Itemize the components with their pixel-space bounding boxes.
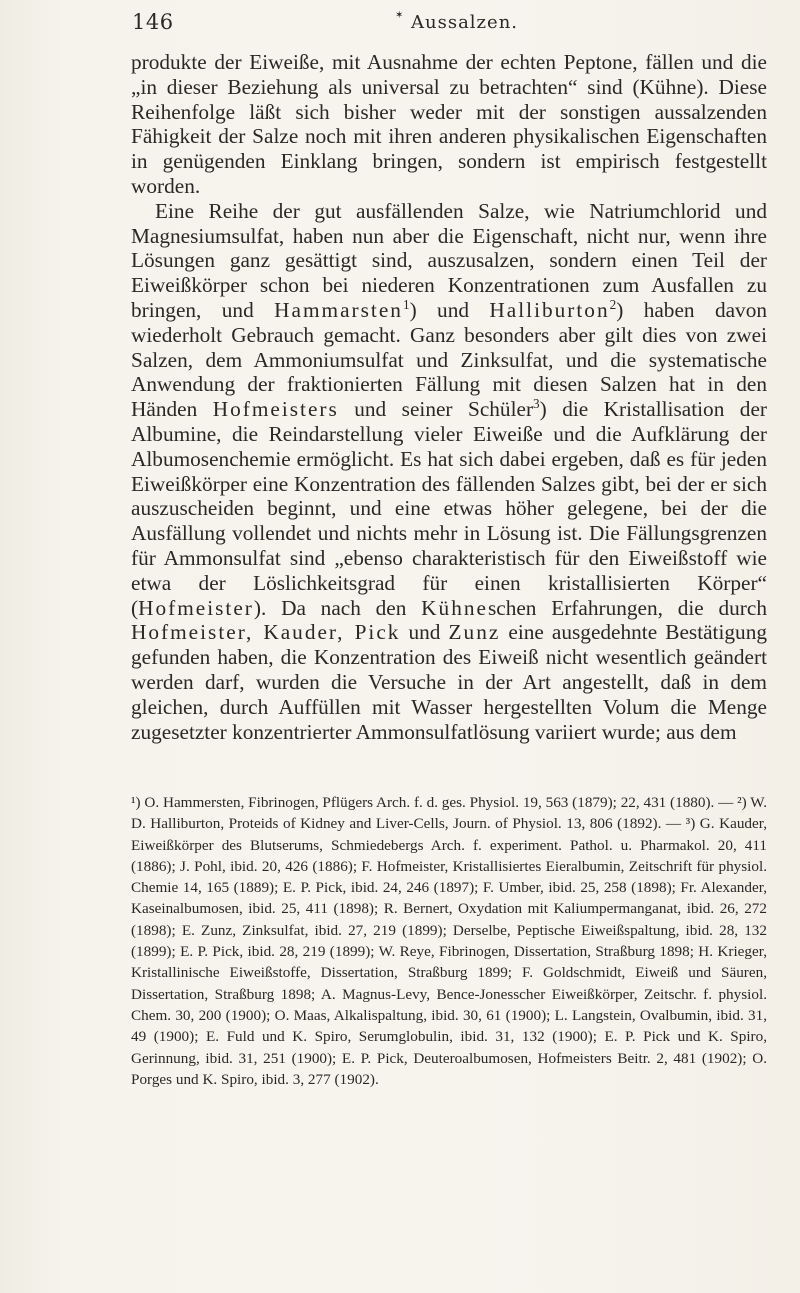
footnotes	[131, 792, 767, 1090]
page-number: 146	[132, 10, 174, 34]
author-kuehne: Kühne	[421, 595, 488, 620]
footnote-text: ¹) O. Hammersten, Fibrinogen, Pflügers Arch. f. d. ges. Physiol. 19, 563 (1879); 22, 431 (1880). — ²) W. D. Halliburton, Proteids of Kidney and Liver-Cells, Journ. of Physiol. 13, 806 (1892). — ³) G. Kauder, Eiweißkörper des Blutserums, Schmiedebergs Arch. f. experiment. Pathol. u. Pharmakol. 20, 411 (1886); J. Pohl, ibid. 20, 426 (1886); F. Hofmeister, Kristallisiertes Eieralbumin, Zeitschrift für physiol. Chemie 14, 165 (1889); E. P. Pick, ibid. 24, 246 (1897); F. Umber, ibid. 25, 258 (1898); Fr. Alexander, Kaseinalbumosen, ibid. 25, 411 (1898); R. Bernert, Oxydation mit Kaliumpermanganat, ibid. 26, 272 (1898); E. Zunz, Zinksulfat, ibid. 27, 219 (1899); Derselbe, Peptische Eiweißspaltung, ibid. 28, 132 (1899); E. P. Pick, ibid. 28, 219 (1899); W. Reye, Fibrinogen, Dissertation, Straßburg 1898; H. Krieger, Kristallinische Eiweißstoffe, Dissertation, Straßburg 1899; F. Goldschmidt, Eiweiß und Säuren, Dissertation, Straßburg 1898; A. Magnus-Levy, Bence-Jonesscher Eiweißkörper, Zeitschr. f. physiol. Chem. 30, 200 (1900); O. Maas, Alkalispaltung, ibid. 30, 61 (1900); L. Langstein, Ovalbumin, ibid. 31, 49 (1900); E. Fuld und K. Spiro, Serumglobulin, ibid. 31, 132 (1900); E. P. Pick und K. Spiro, Gerinnung, ibid. 31, 251 (1900); E. P. Pick, Deuteroalbumosen, Hofmeisters Beitr. 2, 481 (1902); O. Porges und K. Spiro, ibid. 3, 277 (1902).	[131, 794, 767, 1088]
paragraph-2-und: ) und	[409, 297, 490, 322]
paragraph-2-part-h: eine ausgedehnte Bestätigung gefunden haben, die Konzentration des Eiweiß nicht wesentlich geändert werden darf, wurden die Versuche in der Art angestellt, daß in dem gleichen, durch Auffüllen mit Wasser hergestellten Volum die Menge zugesetzter konzentrierter Ammonsulfatlösung variiert wurde; aus dem	[131, 620, 767, 744]
footnote-ref-2: 2	[609, 296, 617, 312]
footnote-ref-3: 3	[533, 396, 540, 412]
author-zunz: Zunz	[448, 620, 501, 645]
author-hofmeister: Hofmeisters	[212, 397, 339, 422]
paragraph-2-part-g: und	[400, 620, 449, 645]
main-text	[131, 50, 767, 744]
footnote-ref-1: 1	[402, 296, 410, 312]
running-title: Aussalzen.	[411, 12, 519, 33]
paragraph-2-part-f: schen Erfahrungen, die durch	[487, 595, 767, 620]
print-mark-icon: ✶	[395, 10, 404, 21]
author-hofmeister-citation: Hofmeister	[138, 595, 254, 620]
authors-hofmeister-kauder-pick: Hofmeister, Kauder, Pick	[131, 620, 401, 645]
paragraph-2	[131, 199, 767, 745]
paragraph-2-part-b: ) haben davon wiederholt Gebrauch gemacht. Ganz besonders aber gilt dies von zwei Salzen, dem Ammoniumsulfat und Zinksulfat, und die systematische Anwendung der fraktionierten Fällung mit diesen Salzen hat in den Händen	[131, 297, 768, 422]
paragraph-2-part-c: und seiner Schüler	[338, 397, 534, 422]
paragraph-2-part-e: ). Da nach den	[253, 595, 422, 620]
page-header	[132, 10, 672, 40]
paragraph-2-part-a: Eine Reihe der gut ausfällenden Salze, wie Natriumchlorid und Magnesiumsulfat, haben nun aber die Eigenschaft, nicht nur, wenn ihre Lösungen ganz gesättigt sind, auszusalzen, sondern einen Teil der Eiweißkörper schon bei niederen Konzentrationen zum Ausfallen zu bringen, und	[131, 198, 767, 322]
author-halliburton: Halliburton	[489, 297, 610, 322]
paragraph-1: produkte der Eiweiße, mit Ausnahme der echten Peptone, fällen und die „in dieser Beziehung als universal zu betrachten“ sind (Kühne). Diese Reihenfolge läßt sich bisher weder mit der sonstigen aussalzenden Fähigkeit der Salze noch mit ihren anderen physikalischen Eigenschaften in genügenden Einklang bringen, sondern ist empirisch festgestellt worden.	[131, 50, 767, 198]
author-hammarsten: Hammarsten	[274, 297, 403, 322]
paragraph-2-part-d: ) die Kristallisation der Albumine, die Reindarstellung vieler Eiweiße und die Aufklärung der Albumosenchemie ermöglicht. Es hat sich dabei ergeben, daß es für jeden Eiweißkörper eine Konzentration des fällenden Salzes gibt, bei der er sich auszuscheiden beginnt, und eine etwas höher gelegene, bei der die Ausfällung vollendet und nichts mehr in Lösung ist. Die Fällungsgrenzen für Ammonsulfat sind „ebenso charakteristisch für den Eiweißstoff wie etwa der Löslichkeitsgrad für einen kristallisierten Körper“ (	[131, 397, 768, 620]
